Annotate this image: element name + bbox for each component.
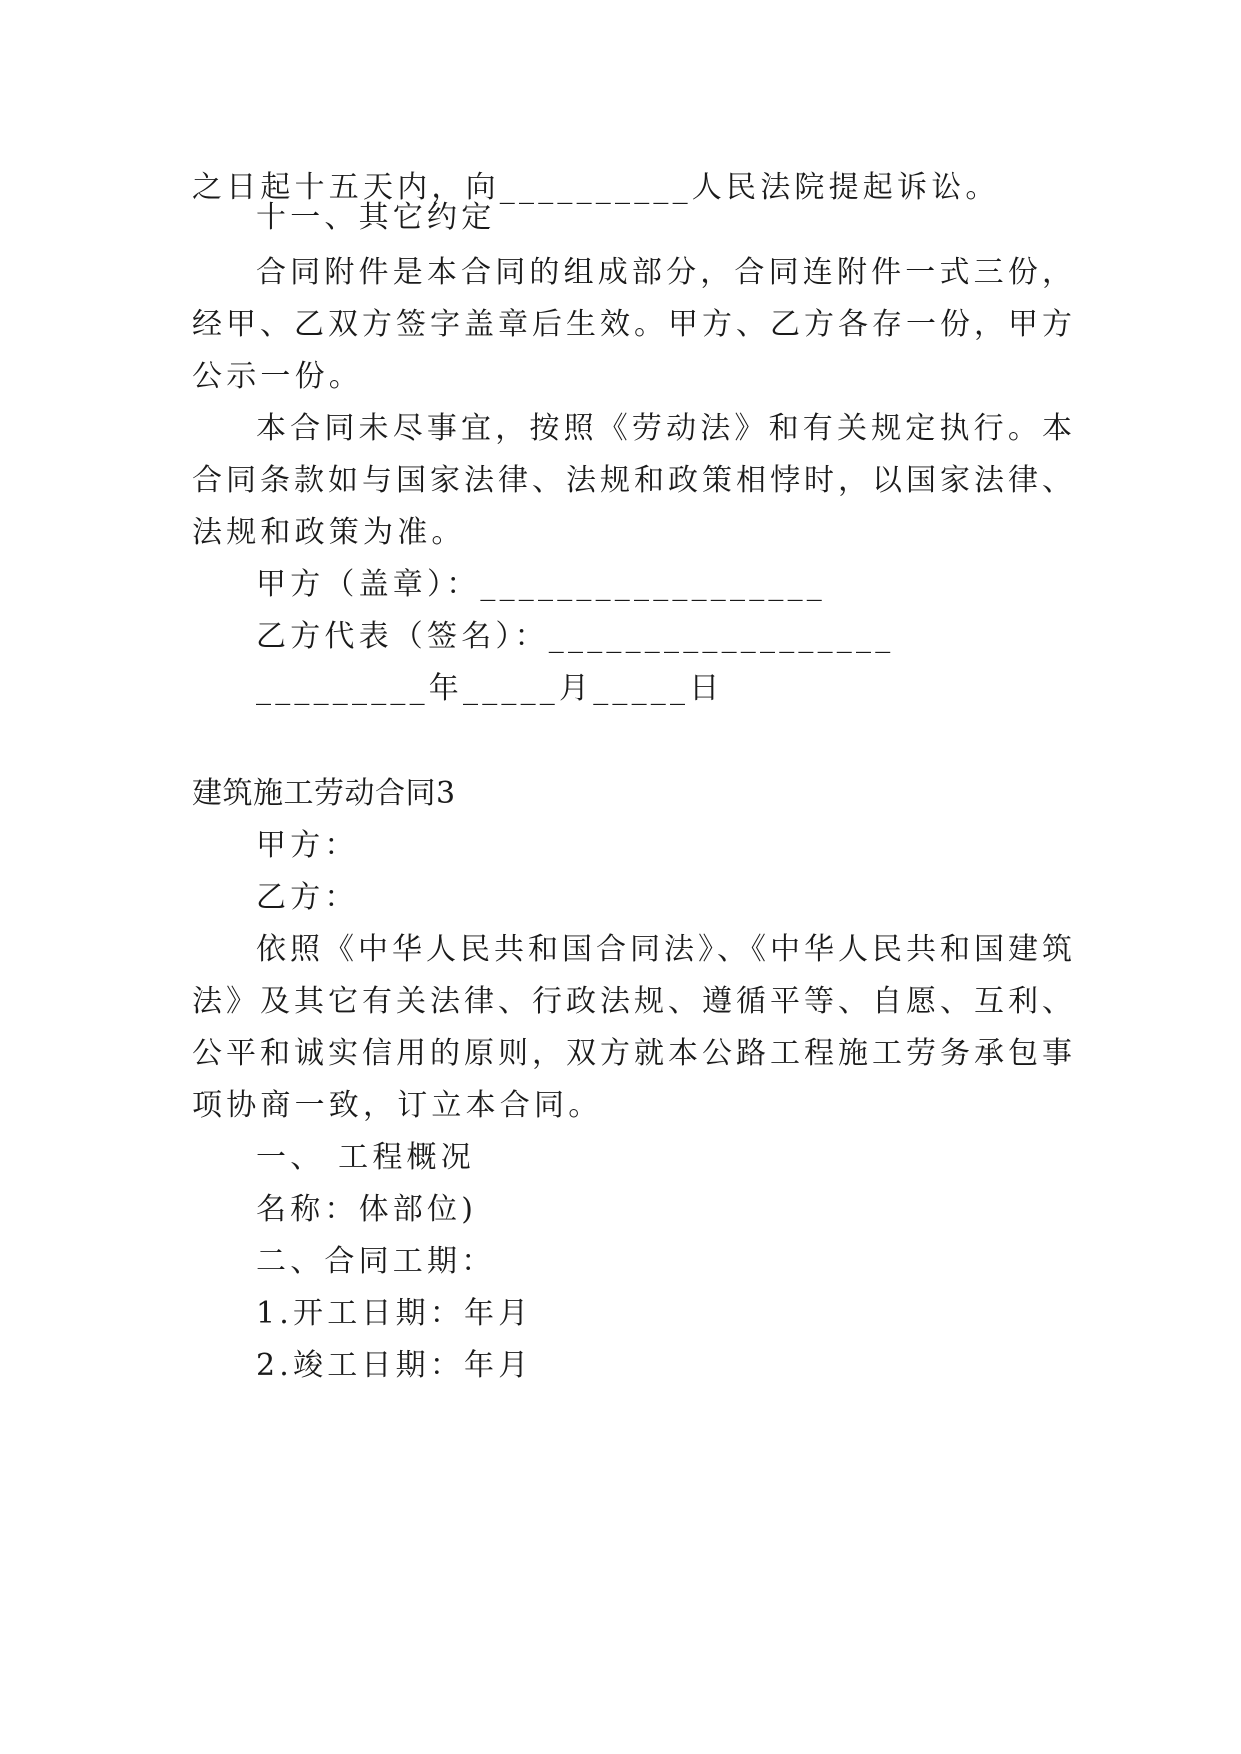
party-b-label: 乙方： — [256, 880, 359, 915]
paragraph-line: 公平和诚实信用的原则，双方就本公路工程施工劳务承包事 — [192, 1036, 1072, 1071]
contract-title: 建筑施工劳动合同3 — [192, 776, 456, 811]
section-heading: 一、 工程概况 — [256, 1140, 475, 1175]
list-item: 2.竣工日期：年月 — [256, 1348, 533, 1383]
paragraph-line: 之日起十五天内，向__________人民法院提起诉讼。 — [192, 170, 1000, 205]
paragraph-line: 本合同未尽事宜，按照《劳动法》和有关规定执行。本 — [256, 411, 1072, 446]
paragraph-line: 合同附件是本合同的组成部分，合同连附件一式三份， — [256, 255, 1072, 290]
paragraph-line: 名称：体部位) — [256, 1192, 478, 1227]
party-a-label: 甲方： — [256, 828, 359, 863]
paragraph-line: 合同条款如与国家法律、法规和政策相悖时，以国家法律、 — [192, 463, 1072, 498]
section-heading: 二、合同工期： — [256, 1244, 496, 1279]
signature-line-party-b: 乙方代表（签名）：__________________ — [256, 619, 895, 654]
date-line: _________年_____月_____日 — [256, 671, 724, 706]
paragraph-line: 公示一份。 — [192, 359, 363, 394]
paragraph-line: 项协商一致，订立本合同。 — [192, 1088, 603, 1123]
paragraph-line: 法规和政策为准。 — [192, 515, 466, 550]
paragraph-line: 法》及其它有关法律、行政法规、遵循平等、自愿、互利、 — [192, 984, 1072, 1019]
section-heading: 十一、其它约定 — [256, 200, 496, 235]
paragraph-line: 经甲、乙双方签字盖章后生效。甲方、乙方各存一份，甲方 — [192, 307, 1072, 342]
list-item: 1.开工日期：年月 — [256, 1296, 533, 1331]
signature-line-party-a: 甲方（盖章）：__________________ — [256, 567, 826, 602]
paragraph-line: 依照《中华人民共和国合同法》、《中华人民共和国建筑 — [256, 932, 1072, 967]
